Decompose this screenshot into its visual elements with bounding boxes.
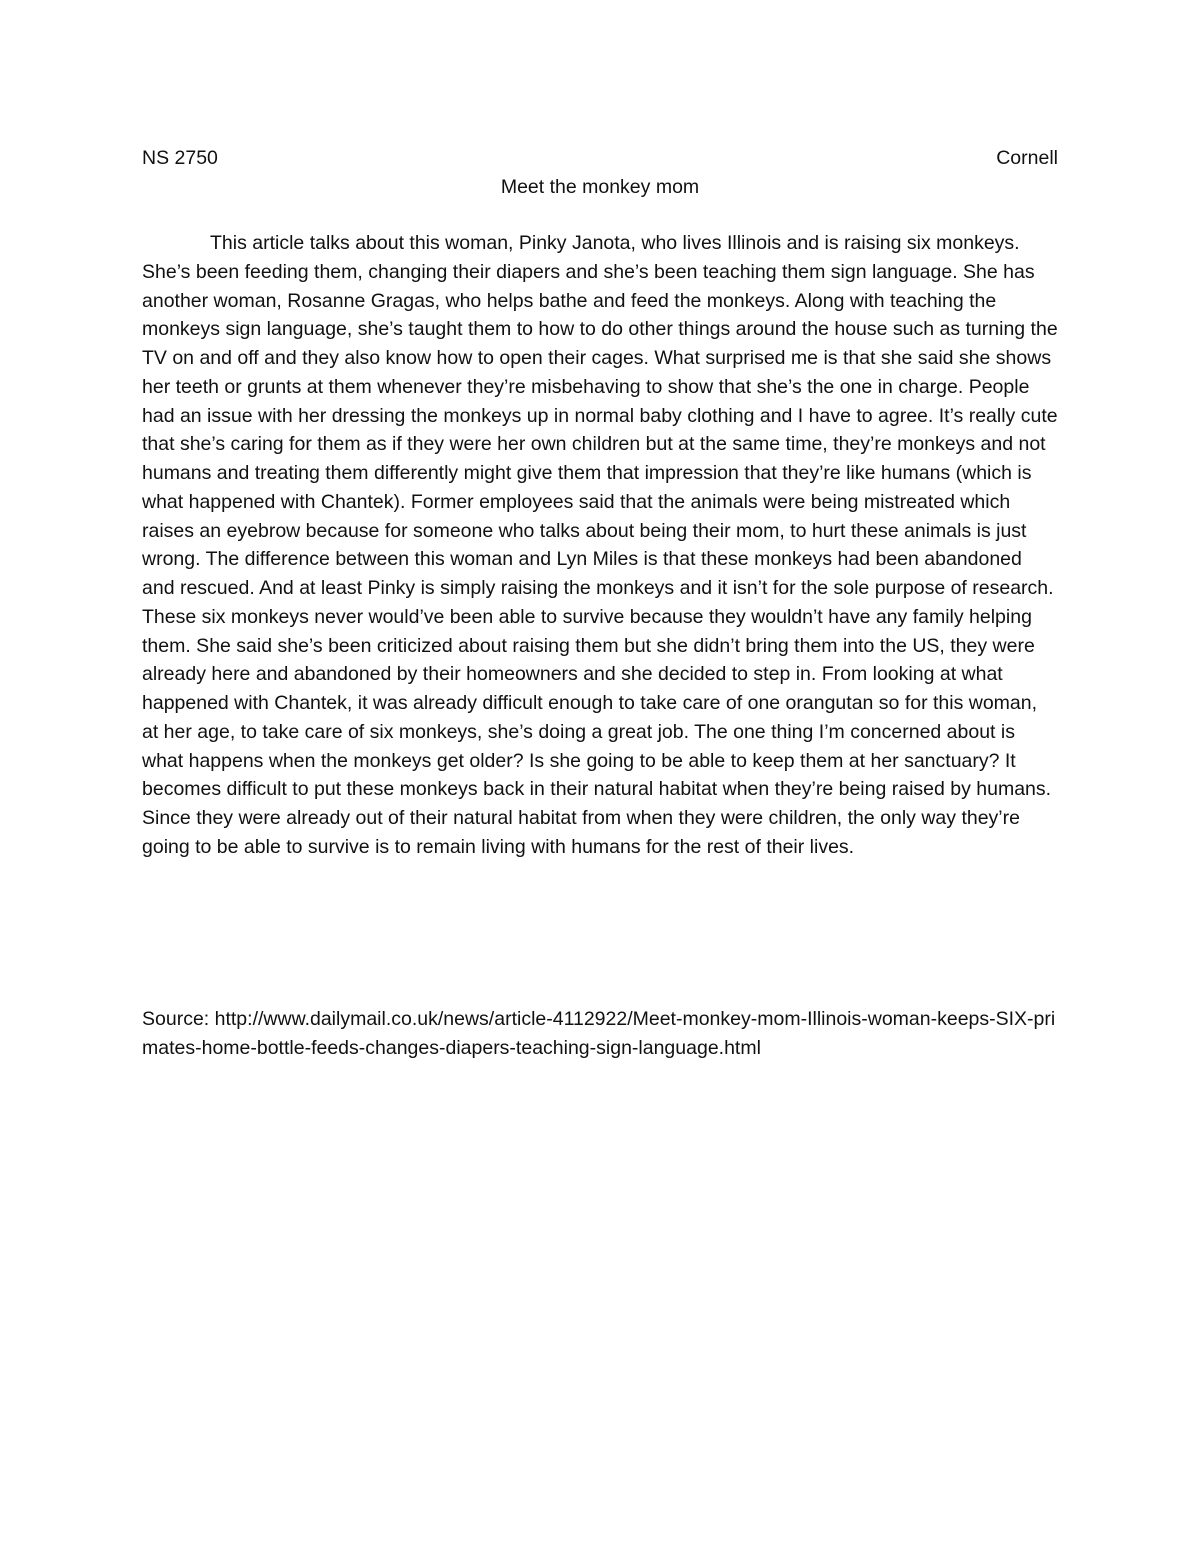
- document-title: Meet the monkey mom: [500, 176, 700, 198]
- course-code: NS 2750: [142, 147, 218, 169]
- source-citation: Source: http://www.dailymail.co.uk/news/article-4112922/Meet-monkey-mom-Illinois-woman-keeps-SIX-primates-home-bottle-feeds-changes-diapers-teaching-sign-language.html: [142, 1008, 1056, 1059]
- header-right-text: Cornell: [996, 147, 1058, 169]
- page-header: [142, 144, 1058, 172]
- body-paragraph: This article talks about this woman, Pinky Janota, who lives Illinois and is raising six monkeys. She’s been feeding them, changing their diapers and she’s been teaching them sign language. She has another woman, Rosanne Gragas, who helps bathe and feed the monkeys. Along with teaching the monkeys sign language, she’s taught them to how to do other things around the house such as turning the TV on and off and they also know how to open their cages. What surprised me is that she said she shows her teeth or grunts at them whenever they’re misbehaving to show that she’s the one in charge. People had an issue with her dressing the monkeys up in normal baby clothing and I have to agree. It’s really cute that she’s caring for them as if they were her own children but at the same time, they’re monkeys and not humans and treating them differently might give them that impression that they’re like humans (which is what happened with Chantek). Former employees said that the animals were being mistreated which raises an eyebrow because for someone who talks about being their mom, to hurt these animals is just wrong. The difference between this woman and Lyn Miles is that these monkeys had been abandoned and rescued. And at least Pinky is simply raising the monkeys and it isn’t for the sole purpose of research. These six monkeys never would’ve been able to survive because they wouldn’t have any family helping them. She said she’s been criticized about raising them but she didn’t bring them into the US, they were already here and abandoned by their homeowners and she decided to step in. From looking at what happened with Chantek, it was already difficult enough to take care of one orangutan so for this woman, at her age, to take care of six monkeys, she’s doing a great job. The one thing I’m concerned about is what happens when the monkeys get older? Is she going to be able to keep them at her sanctuary? It becomes difficult to put these monkeys back in their natural habitat when they’re being raised by humans. Since they were already out of their natural habitat from when they were children, the only way they’re going to be able to survive is to remain living with humans for the rest of their lives.: [142, 232, 1058, 858]
